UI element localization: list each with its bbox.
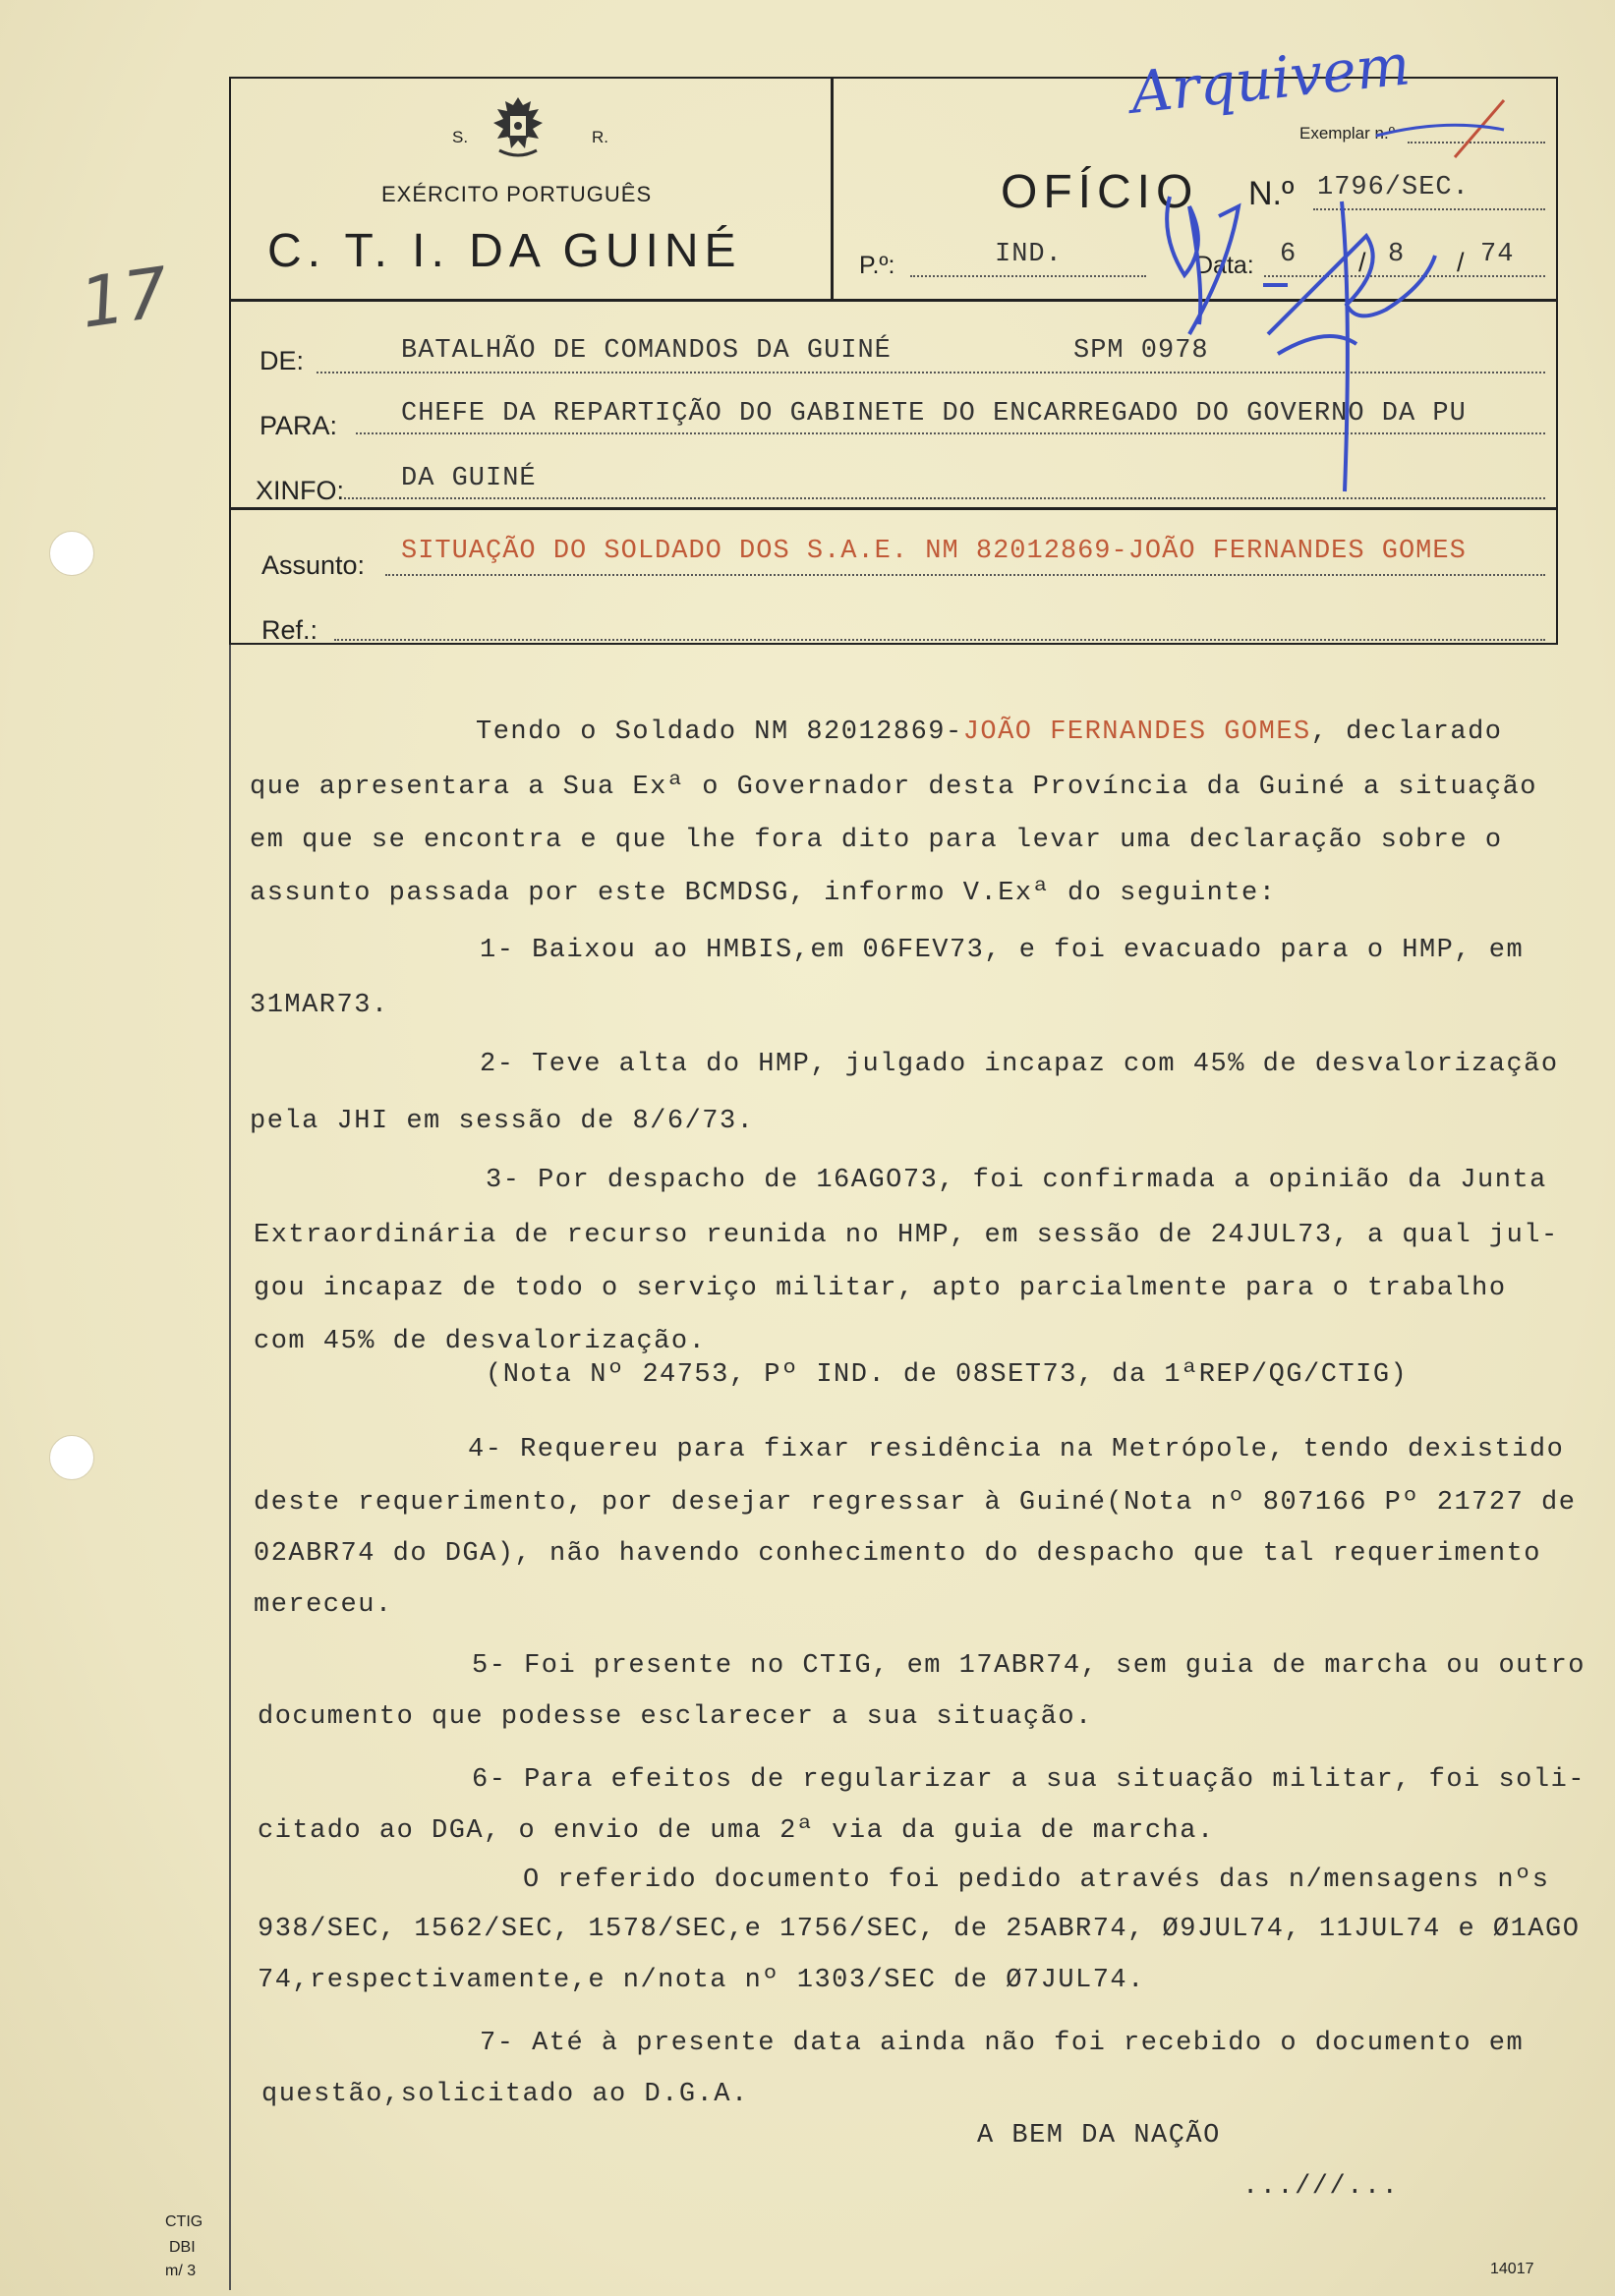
margin-rule bbox=[229, 639, 231, 2290]
body-line: citado ao DGA, o envio de uma 2ª via da guia de marcha. bbox=[258, 1816, 1215, 1846]
body-line: O referido documento foi pedido através das n/mensagens nºs bbox=[523, 1866, 1550, 1895]
po-line bbox=[910, 275, 1146, 277]
assunto-value: SITUAÇÃO DO SOLDADO DOS S.A.E. NM 82012869-JOÃO FERNANDES GOMES bbox=[401, 537, 1467, 566]
date-day: 6 bbox=[1280, 240, 1298, 269]
body-line: com 45% de desvalorização. bbox=[254, 1327, 707, 1356]
print-number: 14017 bbox=[1490, 2261, 1534, 2277]
body-line: 1- Baixou ao HMBIS,em 06FEV73, e foi evacuado para o HMP, em bbox=[480, 936, 1525, 965]
body-line: Extraordinária de recurso reunida no HMP, em sessão de 24JUL73, a qual jul- bbox=[254, 1221, 1559, 1250]
body-line: 5- Foi presente no CTIG, em 17ABR74, sem guia de marcha ou outro bbox=[472, 1651, 1586, 1681]
body-line: 7- Até à presente data ainda não foi recebido o documento em bbox=[480, 2029, 1525, 2058]
body-line: 3- Por despacho de 16AGO73, foi confirmada a opinião da Junta bbox=[486, 1166, 1547, 1195]
body-line: pela JHI em sessão de 8/6/73. bbox=[250, 1107, 755, 1136]
body-line: 74,respectivamente,e n/nota nº 1303/SEC de Ø7JUL74. bbox=[258, 1966, 1145, 1995]
info-value: DA GUINÉ bbox=[401, 464, 537, 493]
body-line: mereceu. bbox=[254, 1590, 393, 1620]
footer-code-2: DBI bbox=[169, 2239, 196, 2256]
punch-hole-bottom bbox=[49, 1435, 94, 1480]
body-line: deste requerimento, por desejar regressar à Guiné(Nota nº 807166 Pº 21727 de bbox=[254, 1488, 1577, 1518]
body-line: assunto passada por este BCMDSG, informo V.Exª do seguinte: bbox=[250, 879, 1277, 908]
footer-code-3: m/ 3 bbox=[165, 2263, 197, 2279]
doc-type-title: OFÍCIO bbox=[1001, 166, 1199, 218]
number-value: 1796/SEC. bbox=[1317, 173, 1470, 202]
date-year: 74 bbox=[1480, 240, 1515, 269]
crest-left-letter: S. bbox=[452, 128, 469, 146]
unit-name: C. T. I. DA GUINÉ bbox=[267, 225, 742, 277]
footer-code-1: CTIG bbox=[165, 2213, 203, 2230]
closing-phrase: A BEM DA NAÇÃO bbox=[977, 2121, 1221, 2151]
margin-number: 17 bbox=[75, 252, 174, 344]
continuation-mark: ...///... bbox=[1242, 2172, 1400, 2202]
body-line: 31MAR73. bbox=[250, 991, 389, 1020]
body-line: documento que podesse esclarecer a sua situação. bbox=[258, 1702, 1093, 1732]
date-month: 8 bbox=[1388, 240, 1406, 269]
header-divider bbox=[831, 77, 834, 301]
ref-label: Ref.: bbox=[261, 615, 318, 645]
po-value: IND. bbox=[995, 240, 1063, 269]
body-line: questão,solicitado ao D.G.A. bbox=[261, 2080, 749, 2109]
body-line: 6- Para efeitos de regularizar a sua situação militar, foi soli- bbox=[472, 1765, 1586, 1795]
para-value: CHEFE DA REPARTIÇÃO DO GABINETE DO ENCARREGADO DO GOVERNO DA PU bbox=[401, 399, 1467, 429]
punch-hole-top bbox=[49, 531, 94, 576]
blue-pen-signature-icon bbox=[1130, 88, 1602, 511]
body-line: (Nota Nº 24753, Pº IND. de 08SET73, da 1ªREP/QG/CTIG) bbox=[486, 1360, 1409, 1390]
date-sep-1: / bbox=[1358, 248, 1366, 277]
body-line: em que se encontra e que lhe fora dito para levar uma declaração sobre o bbox=[250, 826, 1503, 855]
body-line: 4- Requereu para fixar residência na Metrópole, tendo dexistido bbox=[468, 1435, 1565, 1464]
body-line-1: Tendo o Soldado NM 82012869-JOÃO FERNANDES GOMES, declarado bbox=[476, 718, 1503, 747]
number-label: N.º bbox=[1248, 175, 1295, 212]
de-label: DE: bbox=[260, 346, 305, 375]
body-line: 02ABR74 do DGA), não havendo conhecimento do despacho que tal requerimento bbox=[254, 1539, 1541, 1569]
body-line: 938/SEC, 1562/SEC, 1578/SEC,e 1756/SEC, de 25ABR74, Ø9JUL74, 11JUL74 e Ø1AGO bbox=[258, 1915, 1581, 1944]
handwritten-archive-note: Arquivem bbox=[1127, 30, 1413, 127]
date-sep-2: / bbox=[1457, 248, 1465, 277]
po-label: P.º: bbox=[859, 252, 895, 279]
crest-right-letter: R. bbox=[592, 128, 608, 146]
assunto-label: Assunto: bbox=[261, 550, 366, 580]
body-line: gou incapaz de todo o serviço militar, apto parcialmente para o trabalho bbox=[254, 1274, 1507, 1303]
org-line: EXÉRCITO PORTUGUÊS bbox=[381, 182, 653, 206]
date-label: Data: bbox=[1195, 252, 1254, 279]
coat-of-arms-icon bbox=[480, 93, 556, 162]
exemplar-label: Exemplar n.º bbox=[1299, 124, 1395, 143]
assunto-line bbox=[385, 574, 1545, 576]
info-label: XINFO: bbox=[256, 476, 345, 505]
para-label: PARA: bbox=[260, 411, 338, 440]
ref-line bbox=[334, 639, 1545, 641]
de-value: BATALHÃO DE COMANDOS DA GUINÉ bbox=[401, 336, 892, 366]
spm-value: SPM 0978 bbox=[1073, 336, 1209, 366]
body-line: 2- Teve alta do HMP, julgado incapaz com 45% de desvalorização bbox=[480, 1050, 1559, 1079]
body-line: que apresentara a Sua Exª o Governador desta Província da Guiné a situação bbox=[250, 773, 1537, 802]
